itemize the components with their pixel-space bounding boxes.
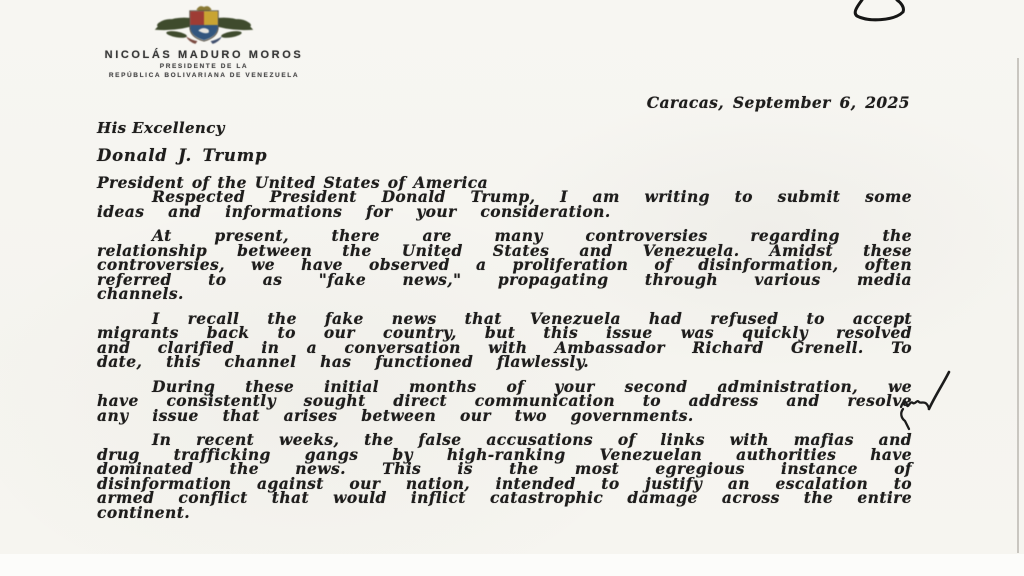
letterhead [58,0,350,79]
paragraph-3: I recall the fake news that Venezuela had refused to accept migrants back to our country, but this issue was quickly resolved and clarified in a conversation with Ambassador Richard Grenell. To date, this channel has functioned flawlessly. [97,308,912,371]
recipient-title: President of the United States of America [97,173,489,192]
paragraph-1: Respected President Donald Trump, I am writing to submit some ideas and informations for your consideration. [97,187,912,221]
recipient-honorific: His Excellency [97,119,225,137]
scan-bottom-margin [0,554,1024,576]
letter-body [97,187,912,530]
letterhead-title-line2: REPÚBLICA BOLIVARIANA DE VENEZUELA [108,72,300,79]
dateline: Caracas, September 6, 2025 [646,93,910,112]
paragraph-5: In recent weeks, the false accusations of links with mafias and drug trafficking gangs by high-ranking Venezuelan authorities have dominated the news. This is the most egregious instance of disinformation against our nation, intended to justify an escalation to armed conflict that would inflict catastrophic damage across the entire continent. [97,430,912,522]
handwritten-checkmark-icon [888,363,962,433]
scan-edge-shadow [1017,58,1019,553]
partial-ink-outline-icon [848,0,918,24]
recipient-name: Donald J. Trump [97,146,268,165]
venezuela-coat-of-arms-icon [152,2,256,48]
letterhead-title-line1: PRESIDENTE DE LA [159,63,249,70]
paragraph-4: During these initial months of your second administration, we have consistently sought direct communication to address and resolve any issue that arises between our two governments. [97,376,912,425]
recipient-block [97,119,488,192]
letterhead-name: NICOLÁS MADURO MOROS [104,49,304,61]
paragraph-2: At present, there are many controversies regarding the relationship between the United States and Venezuela. Amidst these controversies, we have observed a proliferation of disinformation, often referred to as "fake news," propagating through various media channels. [97,226,912,303]
